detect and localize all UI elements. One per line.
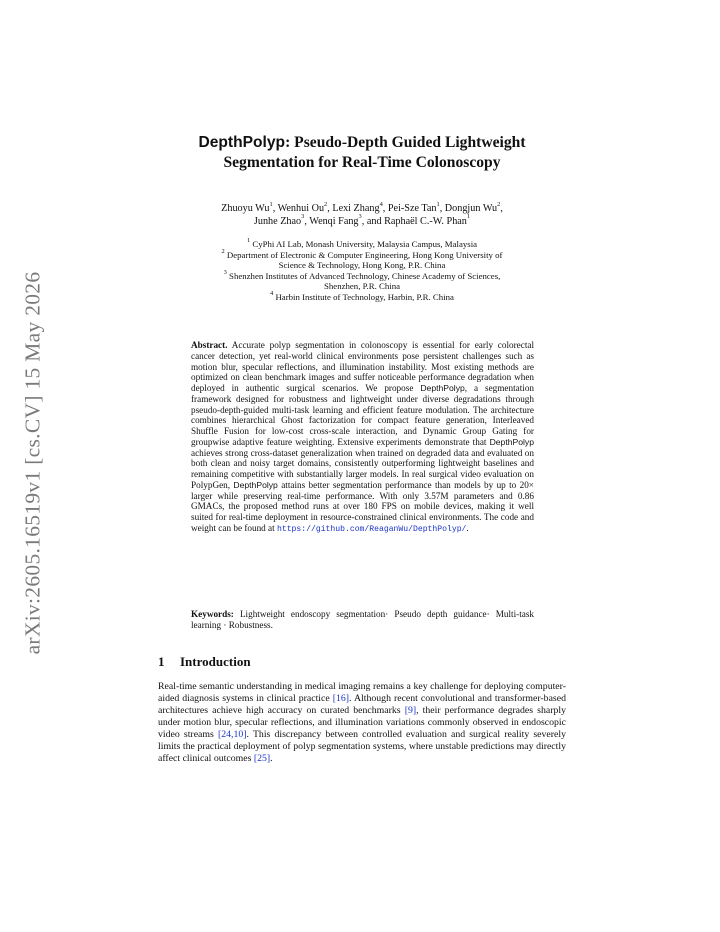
title-method-name: DepthPolyp <box>198 134 286 151</box>
affiliation: $^1$ CyPhi AI Lab, Monash University, Malaysia Campus, Malaysia <box>246 237 478 249</box>
section-number: 1 <box>158 654 165 669</box>
method-name: DepthPolyp <box>489 436 534 447</box>
keywords-text: Lightweight endoscopy segmentation· Pseudo depth guidance· Multi-task learning · Robustness. <box>191 609 534 630</box>
author: Dongjun Wu <box>444 203 498 214</box>
method-name: DepthPolyp <box>233 479 278 490</box>
paper-title <box>158 133 566 172</box>
section-heading-introduction <box>158 654 566 670</box>
author: Wenqi Fang <box>309 215 359 227</box>
citation-link[interactable]: [9] <box>404 704 417 716</box>
author: Lexi Zhang <box>332 203 380 214</box>
author: Pei-Sze Tan <box>387 203 437 214</box>
abstract-label: Abstract. <box>191 340 228 350</box>
author: Raphaël C.-W. Phan <box>384 215 467 227</box>
arxiv-identifier-text: arXiv:2605.16519v1 [cs.CV] 15 May 2026 <box>20 271 45 655</box>
citation-link[interactable]: [25] <box>253 752 271 764</box>
affiliation: $^3$ Shenzhen Institutes of Advanced Technology, Chinese Academy of Sciences, Shenzhen, P.R. China <box>223 268 501 292</box>
keywords-label: Keywords: <box>191 609 234 619</box>
author: Wenhui Ou <box>277 203 325 214</box>
abstract: Abstract. Accurate polyp segmentation in colonoscopy is essential for early colorectal cancer detection, yet real-world clinical environments pose persistent challenges such as motion blur, specular reflections, and illumination instability. Most existing methods are optimized on clean benchmark images and suffer noticeable performance degradation when deployed in authentic surgical scenarios. We propose DepthPolyp, a segmentation framework designed for robustness and lightweight under diverse degradations through pseudo-depth-guided multi-task learning and efficient feature modulation. The architecture combines hierarchical Ghost factorization for compact feature generation, Interleaved Shuffle Fusion for low-cost cross-scale interaction, and Dynamic Group Gating for groupwise adaptive feature weighting. Extensive experiments demonstrate that DepthPolyp achieves strong cross-dataset generalization when trained on degraded data and evaluated on both clean and noisy target domains, consistently outperforming lightweight baselines and remaining competitive with substantially larger models. In real surgical video evaluation on PolypGen, DepthPolyp attains better segmentation performance than models by up to 20× larger while preserving real-time performance. With only 3.57M parameters and 0.86 GMACs, the proposed method runs at over 180 FPS on mobile devices, making it well suited for real-time deployment in resource-constrained clinical environments. The code and weight can be found at https://github.com/ReaganWu/DepthPolyp/. <box>191 340 535 534</box>
title-line1-rest: : Pseudo-Depth Guided Lightweight <box>285 134 526 151</box>
arxiv-identifier <box>20 256 46 670</box>
author-list: Zhuoyu Wu$^1$, Wenhui Ou$^2$, Lexi Zhang$^4$, Pei-Sze Tan$^1$, Dongjun Wu$^2$, Junhe Zhao$^3$, Wenqi Fang$^3$, and Raphaël C.-W. Phan$^1$ <box>221 200 503 227</box>
citation-link[interactable]: [16] <box>332 692 350 704</box>
title-line2: Segmentation for Real-Time Colonoscopy <box>223 153 501 171</box>
affiliation: $^2$ Department of Electronic & Computer Engineering, Hong Kong University of Science & Technology, Hong Kong, P.R. China <box>221 247 503 271</box>
author: Junhe Zhao <box>253 215 302 227</box>
section-title: Introduction <box>180 654 251 669</box>
keywords <box>191 609 534 631</box>
affiliation: $^4$ Harbin Institute of Technology, Harbin, P.R. China <box>270 290 454 302</box>
affiliation-list <box>158 239 566 303</box>
method-name: DepthPolyp <box>420 383 465 393</box>
citation-link[interactable]: [24,10] <box>217 728 247 740</box>
code-repository-link[interactable]: https://github.com/ReaganWu/DepthPolyp/ <box>276 524 467 534</box>
author: Zhuoyu Wu <box>221 203 270 214</box>
introduction-paragraph: Real-time semantic understanding in medical imaging remains a key challenge for deploying computer-aided diagnosis systems in clinical practice [16]. Although recent convolutional and transformer-based architectures achieve high accuracy on curated benchmarks [9], their performance degrades sharply under motion blur, specular reflections, and illumination variations commonly observed in endoscopic video streams [24,10]. This discrepancy between controlled evaluation and surgical reality severely limits the practical deployment of polyp segmentation systems, where unstable predictions may directly affect clinical outcomes [25]. <box>158 681 567 764</box>
